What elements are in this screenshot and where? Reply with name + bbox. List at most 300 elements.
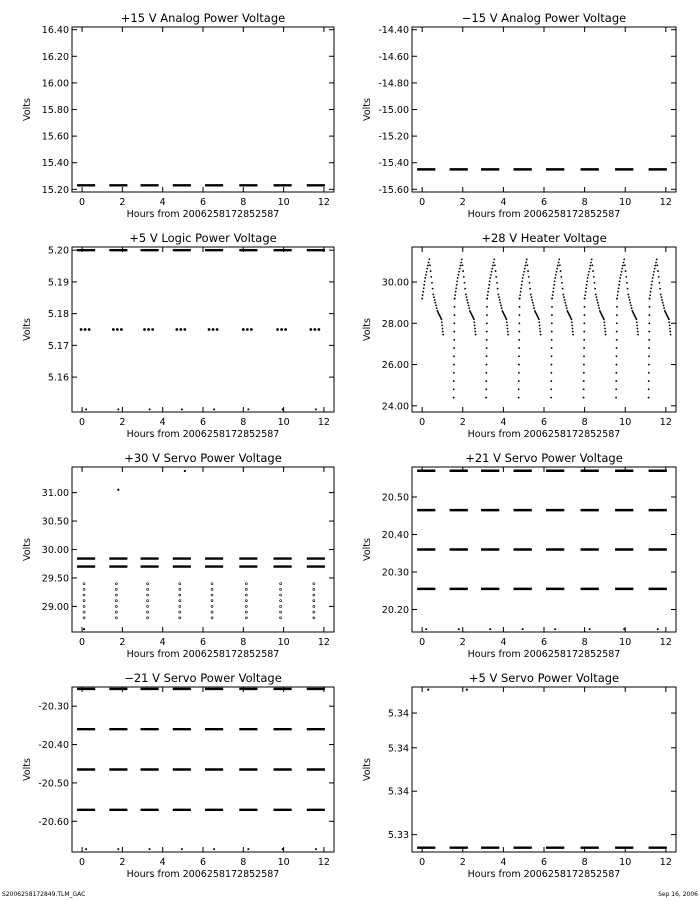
y-tick-label: -15.60 <box>378 184 409 196</box>
data-point <box>561 282 563 284</box>
chart-title: +30 V Servo Power Voltage <box>124 451 282 465</box>
x-tick-label: 12 <box>659 637 672 648</box>
data-point <box>309 328 312 331</box>
chart-8 <box>362 671 676 880</box>
data-point <box>507 334 509 336</box>
data-point <box>211 583 213 585</box>
data-point <box>453 364 455 366</box>
data-point <box>583 347 585 349</box>
data-point <box>527 270 529 272</box>
data-point <box>531 296 533 298</box>
data-point <box>586 280 588 282</box>
data-point <box>652 274 654 276</box>
data-point <box>486 322 488 324</box>
data-point <box>495 276 497 278</box>
x-tick-label: 4 <box>500 857 507 868</box>
data-point <box>486 331 488 333</box>
data-point <box>423 284 425 286</box>
data-point <box>179 600 181 602</box>
data-point <box>657 628 659 630</box>
data-point <box>518 339 520 341</box>
y-tick-label: 31.00 <box>41 488 69 500</box>
x-tick-label: 10 <box>619 197 632 208</box>
data-point <box>616 364 618 366</box>
data-point <box>615 388 617 390</box>
data-point <box>551 339 553 341</box>
data-point <box>556 268 558 270</box>
data-point <box>584 294 586 296</box>
y-tick-label: 30.50 <box>41 516 69 528</box>
data-point <box>551 331 553 333</box>
x-tick-label: 8 <box>581 417 588 428</box>
data-point <box>560 270 562 272</box>
data-point <box>489 277 491 279</box>
data-point <box>501 307 503 309</box>
data-point <box>551 314 553 316</box>
data-point <box>520 287 522 289</box>
data-point <box>464 282 466 284</box>
plot-frame <box>412 687 676 852</box>
data-point <box>463 276 465 278</box>
data-point <box>466 296 468 298</box>
data-point <box>147 600 149 602</box>
x-tick-label: 12 <box>317 417 330 428</box>
data-point <box>147 328 150 331</box>
data-point <box>589 265 591 267</box>
data-point <box>454 314 456 316</box>
data-point <box>147 611 149 613</box>
data-point <box>668 321 670 323</box>
data-point <box>616 314 618 316</box>
data-point <box>208 328 211 331</box>
data-point <box>453 380 455 382</box>
data-point <box>181 848 183 850</box>
data-point <box>519 298 521 300</box>
data-point <box>147 594 149 596</box>
data-point <box>661 299 663 301</box>
data-point <box>619 277 621 279</box>
data-point <box>313 617 315 619</box>
data-point <box>636 321 638 323</box>
data-point <box>456 280 458 282</box>
data-point <box>539 331 541 333</box>
y-tick-label: 26.00 <box>381 360 409 372</box>
data-point <box>313 605 315 607</box>
data-point <box>115 600 117 602</box>
data-point <box>486 347 488 349</box>
data-point <box>441 321 443 323</box>
y-tick-label: 20.40 <box>381 530 409 541</box>
data-point <box>528 276 530 278</box>
data-point <box>282 848 284 850</box>
data-point <box>669 324 671 326</box>
data-point <box>649 298 651 300</box>
data-point <box>423 287 425 289</box>
data-point <box>115 605 117 607</box>
data-point <box>637 334 639 336</box>
data-point <box>468 305 470 307</box>
data-point <box>538 321 540 323</box>
data-point <box>656 264 658 266</box>
data-point <box>662 302 664 304</box>
data-point <box>453 355 455 357</box>
data-point <box>550 397 552 399</box>
data-point <box>426 268 428 270</box>
data-point <box>584 314 586 316</box>
data-point <box>462 264 464 266</box>
data-point <box>553 287 555 289</box>
y-tick-label: 5.17 <box>47 340 69 352</box>
data-point <box>83 628 85 630</box>
x-tick-label: 8 <box>240 197 247 208</box>
data-point <box>486 339 488 341</box>
data-point <box>550 388 552 390</box>
data-point <box>453 339 455 341</box>
data-point <box>500 305 502 307</box>
data-point <box>539 324 541 326</box>
data-point <box>627 294 629 296</box>
y-axis-label: Volts <box>362 758 373 781</box>
x-axis-label: Hours from 2006258172852587 <box>126 429 280 440</box>
data-point <box>147 617 149 619</box>
data-point <box>421 298 423 300</box>
data-point <box>460 262 462 264</box>
chart-title: +21 V Servo Power Voltage <box>465 451 623 465</box>
data-point <box>518 380 520 382</box>
data-point <box>597 302 599 304</box>
data-point <box>669 331 671 333</box>
data-point <box>663 307 665 309</box>
y-tick-label: 5.34 <box>387 786 409 798</box>
data-point <box>518 372 520 374</box>
data-point <box>571 318 573 320</box>
x-tick-label: 0 <box>79 857 86 868</box>
y-axis-label: Volts <box>22 538 33 561</box>
data-point <box>518 364 520 366</box>
data-point <box>489 628 491 630</box>
data-point <box>519 306 521 308</box>
data-point <box>465 294 467 296</box>
data-point <box>242 328 245 331</box>
data-point <box>636 324 638 326</box>
x-tick-label: 10 <box>277 417 290 428</box>
data-point <box>583 331 585 333</box>
data-point <box>486 306 488 308</box>
data-point <box>657 270 659 272</box>
x-tick-label: 4 <box>500 417 507 428</box>
x-tick-label: 10 <box>277 637 290 648</box>
data-point <box>521 284 523 286</box>
data-point <box>629 302 631 304</box>
y-tick-label: 30.00 <box>381 277 409 289</box>
chart-title: +5 V Logic Power Voltage <box>129 231 277 245</box>
data-point <box>179 611 181 613</box>
data-point <box>656 258 658 260</box>
data-point <box>538 318 540 320</box>
y-tick-label: 20.50 <box>381 492 409 504</box>
y-tick-label: 28.00 <box>381 318 409 330</box>
data-point <box>588 271 590 273</box>
x-tick-label: 8 <box>581 197 588 208</box>
data-point <box>603 318 605 320</box>
x-tick-label: 0 <box>419 857 426 868</box>
x-tick-label: 0 <box>79 637 86 648</box>
data-point <box>649 306 651 308</box>
data-point <box>487 291 489 293</box>
data-point <box>247 408 249 410</box>
data-point <box>422 291 424 293</box>
x-tick-label: 0 <box>419 637 426 648</box>
x-tick-label: 4 <box>159 637 166 648</box>
plot-frame <box>412 27 676 192</box>
chart-title: +28 V Heater Voltage <box>481 231 607 245</box>
data-point <box>507 328 509 330</box>
data-point <box>211 600 213 602</box>
data-point <box>532 302 534 304</box>
x-tick-label: 8 <box>240 637 247 648</box>
data-point <box>211 588 213 590</box>
data-point <box>623 628 625 630</box>
data-point <box>622 265 624 267</box>
data-point <box>651 280 653 282</box>
data-point <box>453 397 455 399</box>
data-point <box>654 268 656 270</box>
data-point <box>655 262 657 264</box>
data-point <box>524 268 526 270</box>
data-point <box>616 331 618 333</box>
data-point <box>425 628 427 630</box>
data-point <box>280 583 282 585</box>
y-tick-label: -15.20 <box>378 131 409 143</box>
data-point <box>456 284 458 286</box>
x-tick-label: 2 <box>459 637 466 648</box>
y-tick-label: 5.19 <box>47 277 69 289</box>
data-point <box>617 294 619 296</box>
data-point <box>526 258 528 260</box>
data-point <box>117 489 119 491</box>
data-point <box>616 322 618 324</box>
data-point <box>555 274 557 276</box>
data-point <box>506 318 508 320</box>
data-point <box>583 355 585 357</box>
y-axis-label: Volts <box>22 318 33 341</box>
data-point <box>551 347 553 349</box>
data-point <box>603 321 605 323</box>
data-point <box>458 271 460 273</box>
data-point <box>530 294 532 296</box>
data-point <box>245 611 247 613</box>
data-point <box>433 296 435 298</box>
data-point <box>631 307 633 309</box>
x-axis-label: Hours from 2006258172852587 <box>467 209 621 220</box>
data-point <box>623 258 625 260</box>
y-tick-label: 16.40 <box>41 25 69 37</box>
y-axis-label: Volts <box>362 538 373 561</box>
data-point <box>556 271 558 273</box>
data-point <box>621 268 623 270</box>
data-point <box>492 265 494 267</box>
data-point <box>280 328 283 331</box>
data-point <box>583 397 585 399</box>
x-tick-label: 12 <box>659 417 672 428</box>
data-point <box>120 328 123 331</box>
data-point <box>315 408 317 410</box>
x-tick-label: 2 <box>459 417 466 428</box>
data-point <box>250 328 253 331</box>
data-point <box>592 264 594 266</box>
data-point <box>648 314 650 316</box>
data-point <box>648 380 650 382</box>
data-point <box>280 605 282 607</box>
y-tick-label: -14.80 <box>378 78 409 90</box>
data-point <box>523 271 525 273</box>
y-tick-label: 5.33 <box>387 830 409 842</box>
chart-5 <box>22 451 334 660</box>
data-point <box>531 299 533 301</box>
y-tick-label: 24.00 <box>381 401 409 413</box>
data-point <box>554 628 556 630</box>
data-point <box>518 355 520 357</box>
y-tick-label: 20.20 <box>381 605 409 616</box>
data-point <box>605 334 607 336</box>
data-point <box>83 594 85 596</box>
x-tick-label: 4 <box>500 637 507 648</box>
x-tick-label: 4 <box>159 417 166 428</box>
y-axis-label: Volts <box>362 318 373 341</box>
data-point <box>313 594 315 596</box>
data-point <box>487 294 489 296</box>
x-tick-label: 8 <box>240 857 247 868</box>
x-tick-label: 0 <box>419 417 426 428</box>
data-point <box>518 322 520 324</box>
data-point <box>245 583 247 585</box>
data-point <box>648 331 650 333</box>
data-point <box>461 258 463 260</box>
data-point <box>559 264 561 266</box>
data-point <box>572 334 574 336</box>
data-point <box>115 617 117 619</box>
chart-title: −15 V Analog Power Voltage <box>461 11 627 25</box>
y-tick-label: -15.40 <box>378 158 409 170</box>
data-point <box>216 328 219 331</box>
x-tick-label: 2 <box>119 197 126 208</box>
x-tick-label: 10 <box>619 417 632 428</box>
data-point <box>485 372 487 374</box>
data-point <box>615 372 617 374</box>
data-point <box>85 408 87 410</box>
data-point <box>181 408 183 410</box>
data-point <box>424 277 426 279</box>
data-point <box>550 372 552 374</box>
data-point <box>565 305 567 307</box>
x-tick-label: 6 <box>199 417 207 428</box>
x-tick-label: 10 <box>277 857 290 868</box>
data-point <box>457 274 459 276</box>
data-point <box>571 321 573 323</box>
data-point <box>654 265 656 267</box>
data-point <box>616 306 618 308</box>
data-point <box>493 262 495 264</box>
data-point <box>648 372 650 374</box>
data-point <box>589 628 591 630</box>
x-tick-label: 6 <box>199 637 207 648</box>
data-point <box>659 282 661 284</box>
data-point <box>624 264 626 266</box>
data-point <box>539 328 541 330</box>
data-point <box>313 611 315 613</box>
data-point <box>583 339 585 341</box>
data-point <box>648 397 650 399</box>
data-point <box>527 264 529 266</box>
data-point <box>592 270 594 272</box>
data-point <box>427 265 429 267</box>
data-point <box>454 306 456 308</box>
data-point <box>598 305 600 307</box>
data-point <box>583 388 585 390</box>
x-tick-label: 6 <box>199 197 207 208</box>
data-point <box>595 294 597 296</box>
data-point <box>246 328 249 331</box>
data-point <box>551 306 553 308</box>
data-point <box>518 331 520 333</box>
data-point <box>179 588 181 590</box>
data-point <box>485 397 487 399</box>
data-point <box>280 588 282 590</box>
data-point <box>436 307 438 309</box>
data-point <box>552 291 554 293</box>
y-tick-label: 16.00 <box>41 78 69 90</box>
data-point <box>649 294 651 296</box>
x-tick-label: 12 <box>659 857 672 868</box>
data-point <box>596 299 598 301</box>
data-point <box>554 280 556 282</box>
data-point <box>147 588 149 590</box>
data-point <box>473 321 475 323</box>
data-point <box>494 264 496 266</box>
data-point <box>486 314 488 316</box>
data-point <box>615 397 617 399</box>
data-point <box>491 271 493 273</box>
data-point <box>604 331 606 333</box>
data-point <box>284 328 287 331</box>
x-tick-label: 2 <box>459 857 466 868</box>
data-point <box>583 380 585 382</box>
x-tick-label: 8 <box>581 637 588 648</box>
data-point <box>507 331 509 333</box>
data-point <box>442 334 444 336</box>
data-point <box>488 287 490 289</box>
data-point <box>626 282 628 284</box>
data-point <box>280 594 282 596</box>
data-point <box>466 689 468 691</box>
x-axis-label: Hours from 2006258172852587 <box>467 429 621 440</box>
data-point <box>315 848 317 850</box>
data-point <box>434 299 436 301</box>
data-point <box>212 328 215 331</box>
data-point <box>627 288 629 290</box>
data-point <box>616 347 618 349</box>
y-tick-label: -20.40 <box>38 740 69 752</box>
data-point <box>594 288 596 290</box>
data-point <box>179 328 182 331</box>
chart-title: +15 V Analog Power Voltage <box>120 11 286 25</box>
x-tick-label: 4 <box>500 197 507 208</box>
x-axis-label: Hours from 2006258172852587 <box>126 649 280 660</box>
y-tick-label: 30.00 <box>41 545 69 556</box>
data-point <box>558 262 560 264</box>
data-point <box>115 594 117 596</box>
x-tick-label: 4 <box>159 857 166 868</box>
